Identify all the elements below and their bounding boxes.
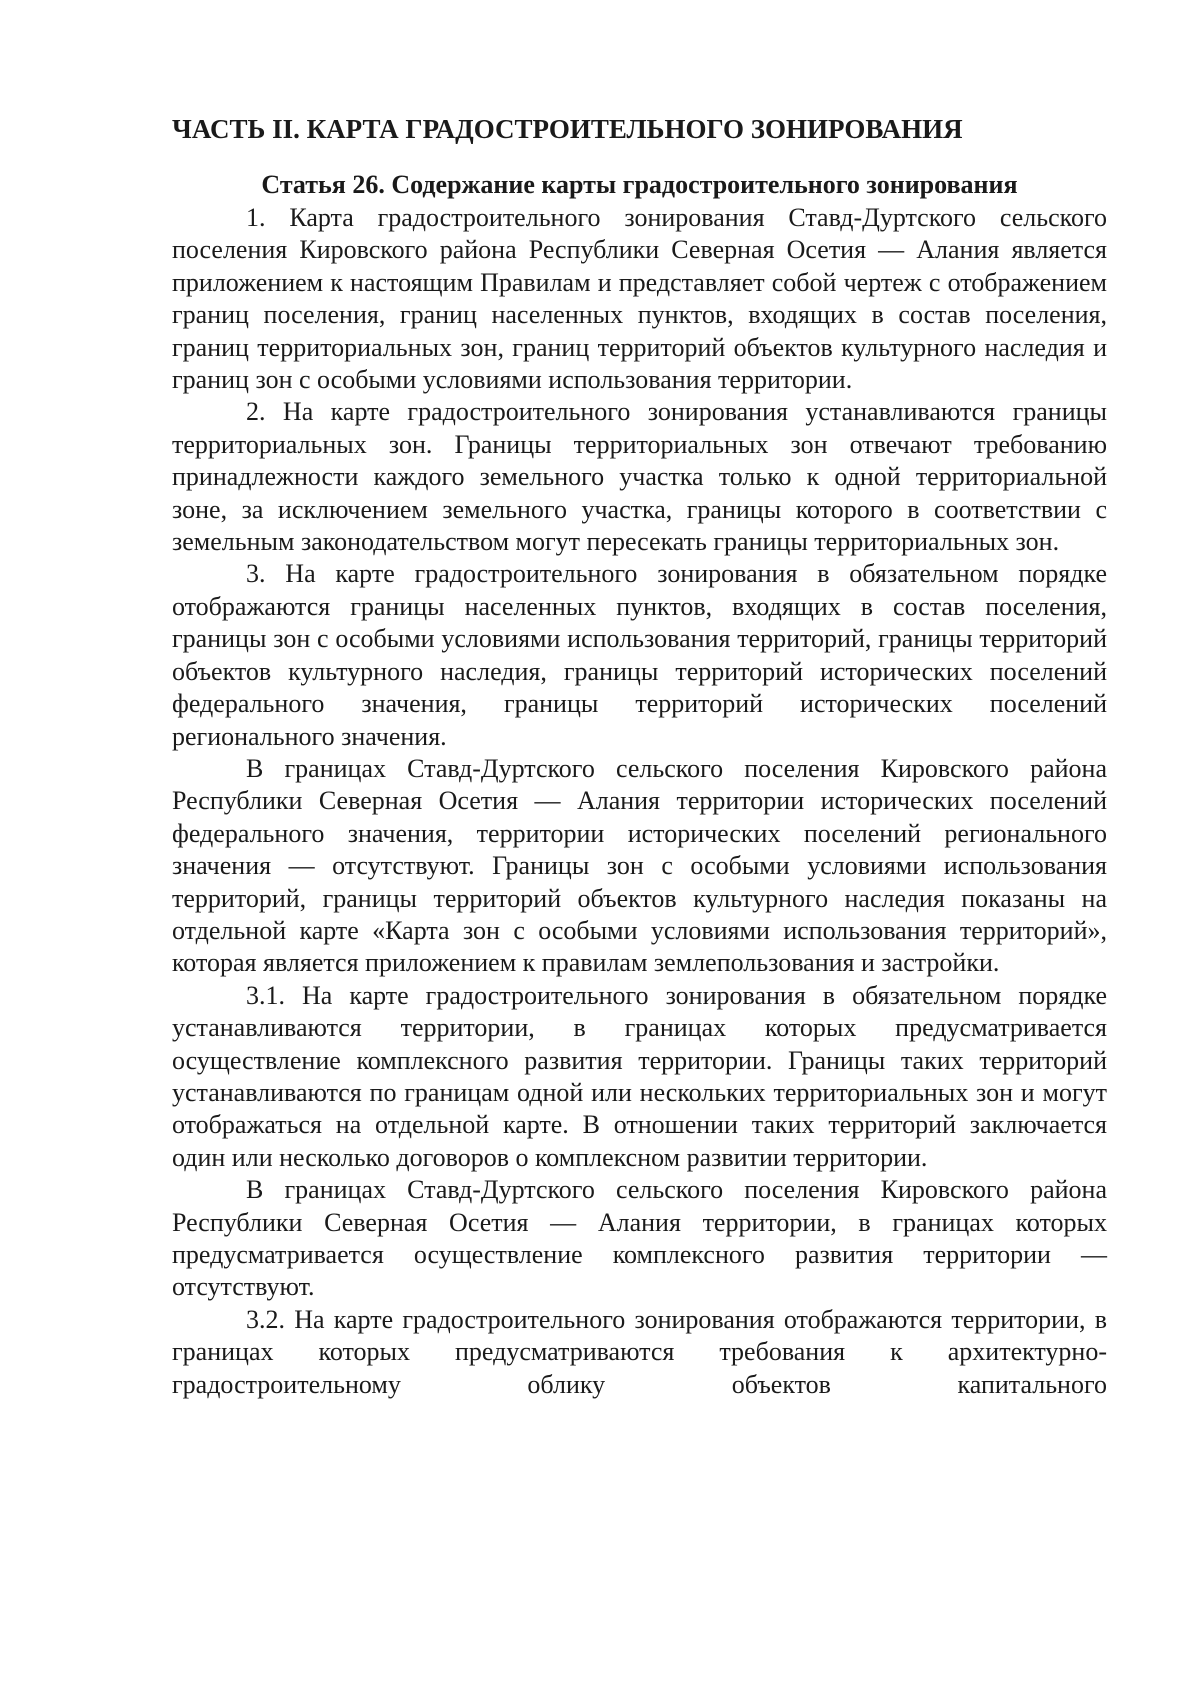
article-title: Статья 26. Содержание карты градостроительного зонирования	[261, 170, 1018, 199]
document-page	[172, 112, 1107, 1401]
paragraph-1: 1. Карта градостроительного зонирования Ставд-Дуртского сельского поселения Кировского района Республики Северная Осетия — Алания является приложением к настоящим Правилам и представляет собой чертеж с отображением границ поселения, границ населенных пунктов, входящих в состав поселения, границ территориальных зон, границ территорий объектов культурного наследия и границ зон с особыми условиями использования территории.	[172, 203, 1107, 395]
paragraph-3-note: В границах Ставд-Дуртского сельского поселения Кировского района Республики Северная Осетия — Алания территории исторических поселений федерального значения, территории исторических поселений регионального значения — отсутствуют. Границы зон с особыми условиями использования территорий, границы территорий объектов культурного наследия показаны на отдельной карте «Карта зон с особыми условиями использования территорий», которая является приложением к правилам землепользования и застройки.	[172, 753, 1107, 978]
paragraph-2: 2. На карте градостроительного зонирования устанавливаются границы территориальных зон. Границы территориальных зон отвечают требованию принадлежности каждого земельного участка только к одной территориальной зоне, за исключением земельного участка, границы которого в соответствии с земельным законодательством могут пересекать границы территориальных зон.	[172, 397, 1107, 557]
paragraph-3-1-note: В границах Ставд-Дуртского сельского поселения Кировского района Республики Северная Осетия — Алания территории, в границах которых предусматривается осуществление комплексного развития территории — отсутствуют.	[172, 1175, 1107, 1302]
part-title: ЧАСТЬ II. КАРТА ГРАДОСТРОИТЕЛЬНОГО ЗОНИРОВАНИЯ	[172, 114, 963, 144]
paragraph-3-1: 3.1. На карте градостроительного зонирования в обязательном порядке устанавливаются территории, в границах которых предусматривается осуществление комплексного развития территории. Границы таких территорий устанавливаются по границам одной или нескольких территориальных зон и могут отображаться на отдельной карте. В отношении таких территорий заключается один или несколько договоров о комплексном развитии территории.	[172, 980, 1107, 1172]
paragraph-3-2: 3.2. На карте градостроительного зонирования отображаются территории, в границах которых предусматриваются требования к архитектурно-градостроительному облику объектов капитального	[172, 1304, 1107, 1399]
paragraph-3: 3. На карте градостроительного зонирования в обязательном порядке отображаются границы населенных пунктов, входящих в состав поселения, границы зон с особыми условиями использования территорий, границы территорий объектов культурного наследия, границы территорий исторических поселений федерального значения, границы территорий исторических поселений регионального значения.	[172, 559, 1107, 751]
